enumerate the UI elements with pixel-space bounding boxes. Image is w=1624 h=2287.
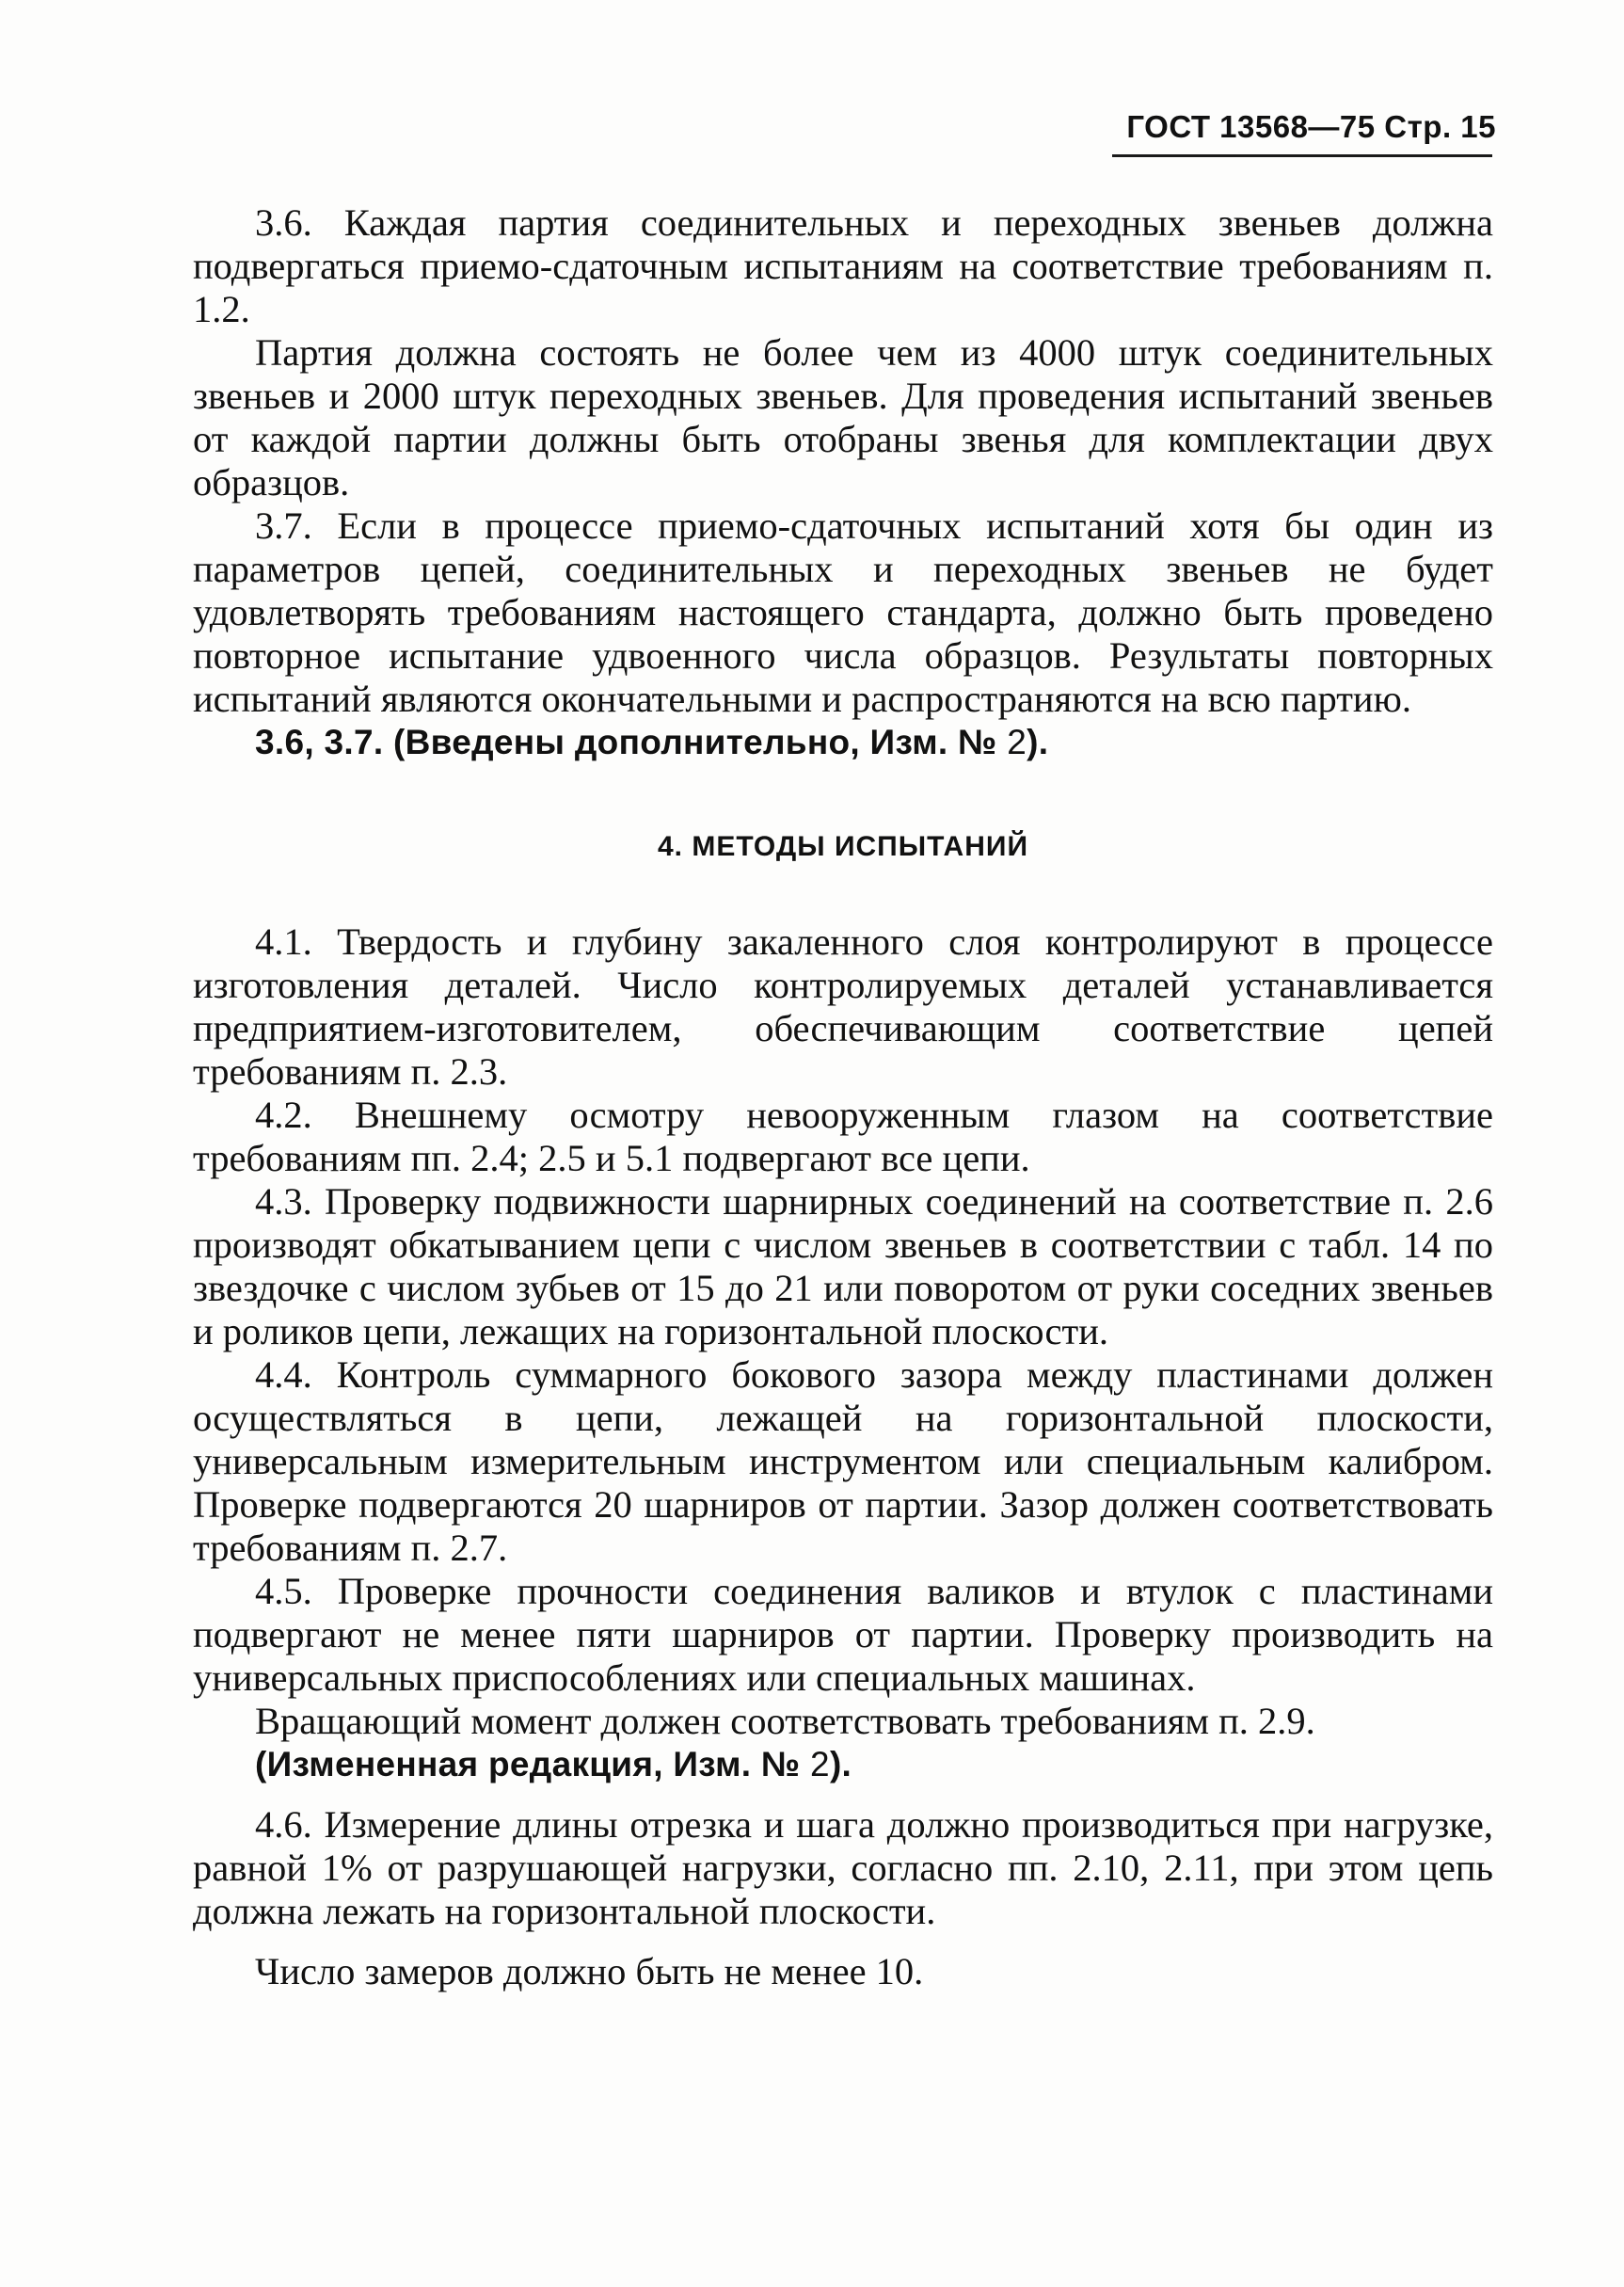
- amendment-close: ).: [1027, 723, 1049, 761]
- amendment-number: 2: [810, 1745, 830, 1783]
- page-header: ГОСТ 13568—75 Стр. 15: [1126, 109, 1496, 144]
- paragraph-4-4: 4.4. Контроль суммарного бокового зазора между пластинами должен осуществляться в цепи, лежащей на горизонтальной плоскости, универсальным измерительным инструментом или специальным калибром. Проверке подвергаются 20 шарниров от партии. Зазор должен соответствовать требованиям п. 2.7.: [193, 1353, 1493, 1569]
- amendment-note-introduced: [193, 721, 1493, 764]
- paragraph-4-6-count: Число замеров должно быть не менее 10.: [255, 1950, 924, 1992]
- amendment-number: 2: [1007, 723, 1027, 761]
- paragraph-4-5-torque: Вращающий момент должен соответствовать требованиям п. 2.9.: [255, 1700, 1315, 1742]
- paragraph-4-1: 4.1. Твердость и глубину закаленного слоя контролируют в процессе изготовления деталей. Число контролируемых деталей устанавливается предприятием-изготовителем, обеспечивающим соответствие цепей требованиям п. 2.3.: [193, 920, 1493, 1093]
- paragraph-3-6-lot: Партия должна состоять не более чем из 4000 штук соединительных звеньев и 2000 штук переходных звеньев. Для проведения испытаний звеньев от каждой партии должны быть отобраны звенья для комплектации двух образцов.: [193, 331, 1493, 504]
- document-body: [193, 201, 1493, 1993]
- paragraph-4-2: 4.2. Внешнему осмотру невооруженным глазом на соответствие требованиям пп. 2.4; 2.5 и 5.1 подвергают все цепи.: [193, 1094, 1493, 1179]
- amendment-refs: 3.6, 3.7.: [255, 723, 384, 761]
- amendment-text: (Измененная редакция, Изм. №: [255, 1745, 801, 1783]
- amendment-note-revised: [193, 1743, 1493, 1786]
- paragraph-3-7: 3.7. Если в процессе приемо-сдаточных испытаний хотя бы один из параметров цепей, соединительных и переходных звеньев не будет удовлетворять требованиям настоящего стандарта, должно быть проведено повторное испытание удвоенного числа образцов. Результаты повторных испытаний являются окончательными и распространяются на всю партию.: [193, 504, 1493, 720]
- amendment-close: ).: [829, 1745, 852, 1783]
- section-title-test-methods: 4. МЕТОДЫ ИСПЫТАНИЙ: [658, 831, 1028, 862]
- paragraph-4-6: 4.6. Измерение длины отрезка и шага должно производиться при нагрузке, равной 1% от разрушающей нагрузки, согласно пп. 2.10, 2.11, при этом цепь должна лежать на горизонтальной плоскости.: [193, 1803, 1493, 1932]
- header-rule: [1112, 154, 1492, 157]
- paragraph-4-3: 4.3. Проверку подвижности шарнирных соединений на соответствие п. 2.6 производят обкатыванием цепи с числом звеньев в соответствии с табл. 14 по звездочке с числом зубьев от 15 до 21 или поворотом от руки соседних звеньев и роликов цепи, лежащих на горизонтальной плоскости.: [193, 1180, 1493, 1352]
- amendment-text: (Введены дополнительно, Изм. №: [393, 723, 997, 761]
- paragraph-3-6: 3.6. Каждая партия соединительных и переходных звеньев должна подвергаться приемо-сдаточным испытаниям на соответствие требованиям п. 1.2.: [193, 201, 1493, 330]
- paragraph-4-5: 4.5. Проверке прочности соединения валиков и втулок с пластинами подвергают не менее пяти шарниров от партии. Проверку производить на универсальных приспособлениях или специальных машинах.: [193, 1570, 1493, 1699]
